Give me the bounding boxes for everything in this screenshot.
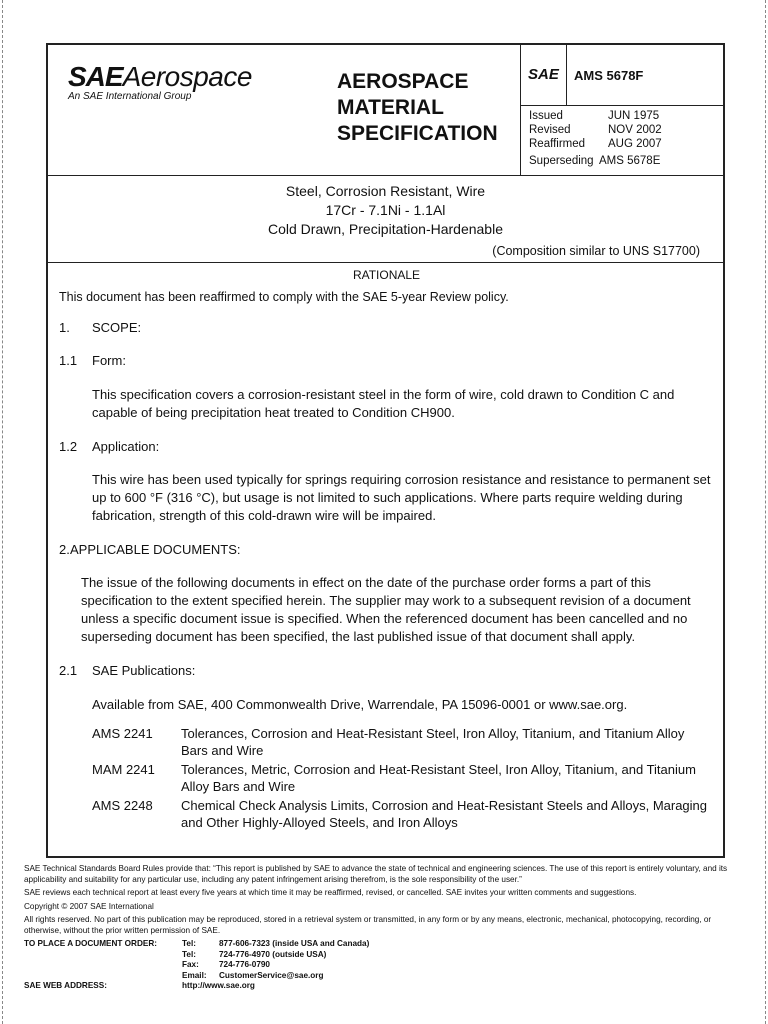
date-value: JUN 1975 — [608, 110, 660, 122]
sae-mini-logo: SAE — [528, 66, 559, 83]
reference-code: MAM 2241 — [92, 762, 155, 777]
subtitle-line: Steel, Corrosion Resistant, Wire — [285, 183, 486, 199]
reference-code: AMS 2241 — [92, 726, 153, 741]
contact-value: 877-606-7323 (inside USA and Canada) — [219, 939, 370, 948]
composition-note: (Composition similar to UNS S17700) — [492, 244, 700, 258]
section-number: 2.1 — [59, 663, 78, 678]
section-title: SCOPE: — [92, 320, 142, 335]
order-contact-row — [24, 971, 750, 982]
date-value: AMS 5678E — [599, 155, 661, 167]
order-label: TO PLACE A DOCUMENT ORDER: — [24, 939, 157, 948]
legal-footer — [24, 864, 750, 992]
copyright-text: Copyright © 2007 SAE International — [24, 901, 154, 911]
material-subtitle — [48, 176, 723, 263]
web-address-link[interactable]: http://www.sae.org — [182, 981, 255, 990]
section-2-heading — [59, 542, 714, 557]
date-value: NOV 2002 — [608, 124, 662, 136]
section-2-1-heading — [59, 663, 714, 678]
title-line: SPECIFICATION — [337, 122, 498, 145]
number-divider — [566, 45, 567, 106]
reference-code: AMS 2248 — [92, 798, 153, 813]
date-label: Revised — [529, 124, 571, 136]
contact-email-link[interactable]: CustomerService@sae.org — [219, 970, 324, 980]
spec-title — [337, 69, 498, 147]
sae-aerospace-logo — [68, 61, 252, 102]
order-contact-row — [24, 960, 750, 971]
rationale-text: This document has been reaffirmed to comply with the SAE 5-year Review policy. — [59, 290, 509, 304]
contact-value: 724-776-4970 (outside USA) — [219, 949, 327, 959]
logo-tagline: An SAE International Group — [68, 91, 192, 102]
date-label: Issued — [529, 110, 563, 122]
doc-number: AMS 5678F — [574, 68, 644, 83]
web-address-row — [24, 981, 750, 992]
date-label: Reaffirmed — [529, 138, 586, 150]
document-header — [48, 45, 723, 176]
subtitle-line: Cold Drawn, Precipitation-Hardenable — [267, 221, 503, 237]
title-line: MATERIAL — [337, 96, 444, 119]
date-label: Superseding — [529, 155, 594, 167]
contact-type: Fax: — [182, 960, 199, 969]
order-contact-row — [24, 950, 750, 961]
logo-word: Aerospace — [122, 61, 252, 92]
title-line: AEROSPACE — [337, 70, 469, 93]
date-value: AUG 2007 — [608, 138, 662, 150]
reference-title: Tolerances, Metric, Corrosion and Heat-Resistant Steel, Iron Alloy, Titanium, and Titanium Alloy Bars and Wire — [181, 762, 696, 794]
section-number: 1. — [59, 320, 70, 335]
reference-title: Tolerances, Corrosion and Heat-Resistant Steel, Iron Alloy, Titanium, and Titanium Alloy Bars and Wire — [181, 726, 685, 758]
section-1-2-text: This wire has been used typically for springs requiring corrosion resistance and resistance to permanent set up to 600 °F (316 °C), but usage is not limited to such applications. Where parts require welding during fabrication, strength of this cold-drawn wire will be impaired. — [92, 472, 711, 523]
web-label: SAE WEB ADDRESS: — [24, 981, 107, 990]
contact-type: Email: — [182, 970, 207, 980]
order-contact-row — [24, 939, 750, 950]
subtitle-line: 17Cr - 7.1Ni - 1.1Al — [325, 202, 446, 218]
board-rules-text: SAE Technical Standards Board Rules provide that: “This report is published by SAE to advance the state of technical and engineering sciences. The use of this report is entirely voluntary, and its applicability and suitability for any particular use, including any patent infringement arising therefrom, is the sole responsibility of the user.” — [24, 864, 728, 884]
contact-value: 724-776-0790 — [219, 960, 270, 969]
section-1-1-heading — [59, 353, 714, 368]
section-title: APPLICABLE DOCUMENTS: — [70, 542, 241, 557]
spec-body — [59, 268, 714, 831]
rights-text: All rights reserved. No part of this publication may be reproduced, stored in a retrieval system or transmitted, in any form or by any means, electronic, mechanical, photocopying, recording, or otherwise, without the prior written permission of SAE. — [24, 915, 712, 935]
reference-title: Chemical Check Analysis Limits, Corrosion and Heat-Resistant Steels and Alloys, Maraging and Other Highly-Alloyed Steels, and Iron Alloys — [181, 798, 708, 830]
section-number: 2. — [59, 542, 70, 557]
contact-type: Tel: — [182, 949, 196, 959]
rationale-heading: RATIONALE — [352, 268, 421, 282]
contact-type: Tel: — [182, 939, 196, 948]
reference-item — [92, 761, 714, 795]
section-2-text: The issue of the following documents in effect on the date of the purchase order forms a part of this specification to the extent specified herein. The supplier may work to a subsequent revision of a document unless a specific document issue is specified. When the referenced document has been cancelled and no superseding document has been specified, the last published issue of that document shall apply. — [81, 575, 691, 644]
doc-number-box — [520, 45, 725, 106]
logo-brand: SAE — [68, 61, 123, 92]
page-edge-left — [2, 0, 3, 1024]
section-2-1-text: Available from SAE, 400 Commonwealth Drive, Warrendale, PA 15096-0001 or www.sae.org. — [92, 697, 628, 712]
review-text: SAE reviews each technical report at least every five years at which time it may be reaffirmed, revised, or cancelled. SAE invites your written comments and suggestions. — [24, 888, 637, 897]
section-1-1-text: This specification covers a corrosion-resistant steel in the form of wire, cold drawn to Condition C and capable of being precipitation heat treated to Condition CH900. — [92, 387, 675, 420]
section-number: 1.1 — [59, 353, 78, 368]
page-edge-right — [765, 0, 766, 1024]
reference-item — [92, 725, 714, 759]
reference-item — [92, 797, 714, 831]
section-title: Application: — [92, 439, 160, 454]
spec-frame — [46, 43, 725, 858]
section-title: SAE Publications: — [92, 663, 196, 678]
section-1-2-heading — [59, 439, 714, 454]
revision-dates — [529, 109, 662, 168]
section-title: Form: — [92, 353, 126, 368]
section-number: 1.2 — [59, 439, 78, 454]
section-1-heading — [59, 320, 714, 335]
